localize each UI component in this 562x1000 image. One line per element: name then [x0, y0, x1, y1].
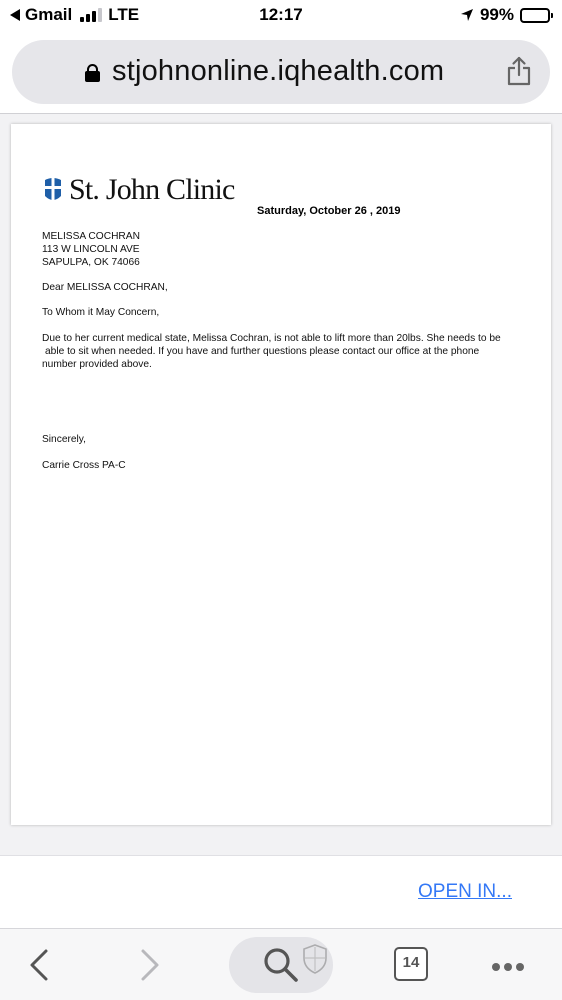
battery-icon — [520, 8, 550, 23]
open-in-link[interactable]: OPEN IN... — [418, 881, 512, 902]
address-bar[interactable] — [12, 40, 550, 104]
letter-body-line: Due to her current medical state, Melissa Cochran, is not able to lift more than 20lbs. She needs to be — [42, 333, 501, 344]
status-right — [460, 5, 550, 25]
letter-concern-line: To Whom it May Concern, — [42, 307, 160, 318]
battery-percent: 99% — [479, 5, 514, 24]
letter-body-line: able to sit when needed. If you have and further questions please contact our office at the phone — [45, 345, 480, 357]
tabs-button[interactable] — [394, 947, 430, 983]
clinic-logo — [43, 173, 235, 207]
browser-toolbar — [0, 928, 562, 1000]
address-bar-area — [0, 32, 562, 114]
letter-signer: Carrie Cross PA-C — [42, 460, 126, 471]
letter-body — [42, 333, 532, 371]
url-text[interactable]: stjohnonline.iqhealth.com — [112, 55, 445, 87]
location-arrow-icon — [460, 8, 474, 22]
document-page — [11, 124, 551, 825]
back-app-label: Gmail — [25, 5, 73, 24]
address-bar-divider — [0, 113, 562, 114]
letter-closing: Sincerely, — [42, 434, 86, 445]
recipient-city: SAPULPA, OK 74066 — [42, 256, 140, 268]
network-label: LTE — [108, 5, 140, 24]
letter-date: Saturday, October 26 , 2019 — [257, 205, 401, 217]
recipient-street: 113 W LINCOLN AVE — [42, 243, 140, 255]
back-icon[interactable] — [26, 947, 52, 983]
open-in-bar — [0, 855, 562, 928]
letter-body-line: number provided above. — [42, 358, 152, 370]
letter-salutation: Dear MELISSA COCHRAN, — [42, 282, 168, 293]
more-icon[interactable] — [492, 963, 524, 971]
forward-icon[interactable] — [137, 947, 163, 983]
share-icon[interactable] — [506, 56, 532, 86]
search-icon[interactable] — [262, 946, 300, 984]
clinic-cross-logo-icon — [43, 176, 63, 204]
recipient-address — [42, 231, 140, 269]
cellular-signal-icon — [80, 8, 102, 22]
recipient-name: MELISSA COCHRAN — [42, 231, 140, 242]
status-bar — [0, 0, 562, 32]
tab-count: 14 — [402, 954, 420, 971]
lock-icon — [85, 64, 100, 82]
status-time: 12:17 — [259, 5, 303, 24]
privacy-shield-icon[interactable] — [302, 944, 328, 974]
back-arrow-icon — [10, 9, 20, 21]
clinic-logo-text: St. John Clinic — [69, 173, 235, 206]
back-to-app-button[interactable] — [10, 5, 139, 25]
